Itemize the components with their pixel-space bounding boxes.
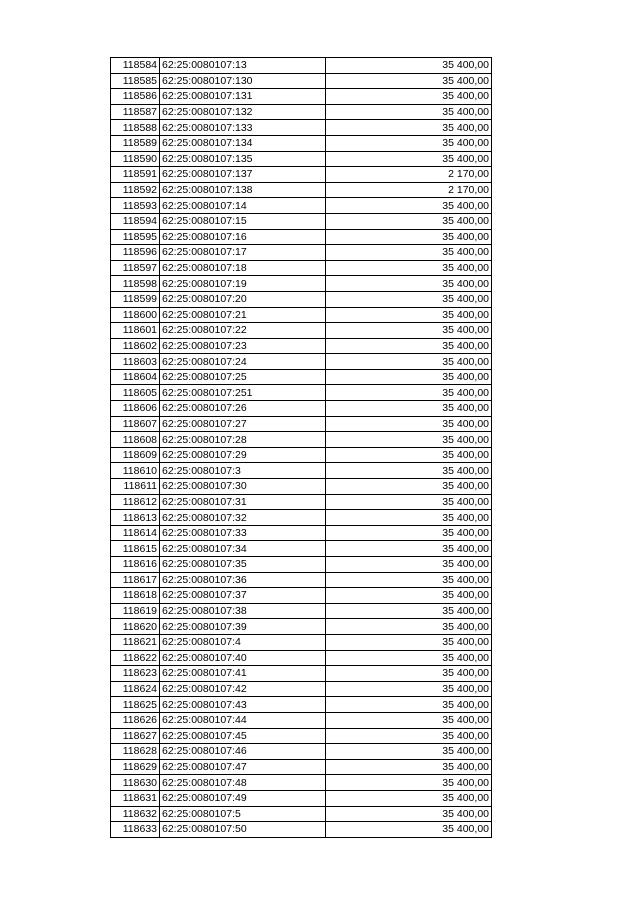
cadastral-value: 35 400,00 [326,681,492,697]
row-number: 118584 [111,58,160,74]
cadastral-value: 35 400,00 [326,619,492,635]
table-row [111,135,492,151]
table-row [111,759,492,775]
row-number: 118613 [111,510,160,526]
row-number: 118619 [111,603,160,619]
row-number: 118587 [111,104,160,120]
row-number: 118625 [111,697,160,713]
row-number: 118606 [111,401,160,417]
table-row [111,89,492,105]
row-number: 118620 [111,619,160,635]
table-row [111,806,492,822]
cadastral-value: 35 400,00 [326,510,492,526]
row-number: 118608 [111,432,160,448]
cadastral-value: 35 400,00 [326,697,492,713]
table-row [111,307,492,323]
cadastral-value: 35 400,00 [326,634,492,650]
cadastral-value: 35 400,00 [326,338,492,354]
cadastral-value: 35 400,00 [326,822,492,838]
table-row [111,619,492,635]
row-number: 118633 [111,822,160,838]
cadastral-value: 35 400,00 [326,557,492,573]
cadastral-number: 62:25:0080107:41 [160,666,326,682]
row-number: 118591 [111,167,160,183]
row-number: 118600 [111,307,160,323]
cadastral-number: 62:25:0080107:30 [160,479,326,495]
table-body [111,58,492,838]
cadastral-number: 62:25:0080107:130 [160,73,326,89]
row-number: 118611 [111,479,160,495]
row-number: 118602 [111,338,160,354]
row-number: 118617 [111,572,160,588]
table-row [111,557,492,573]
row-number: 118628 [111,744,160,760]
row-number: 118601 [111,323,160,339]
cadastral-value: 35 400,00 [326,572,492,588]
cadastral-value: 35 400,00 [326,712,492,728]
row-number: 118590 [111,151,160,167]
cadastral-value: 35 400,00 [326,89,492,105]
row-number: 118629 [111,759,160,775]
row-number: 118586 [111,89,160,105]
table-row [111,291,492,307]
table-row [111,245,492,261]
cadastral-value: 35 400,00 [326,728,492,744]
cadastral-number: 62:25:0080107:43 [160,697,326,713]
row-number: 118622 [111,650,160,666]
table-row [111,697,492,713]
table-row [111,744,492,760]
table-row [111,447,492,463]
row-number: 118604 [111,369,160,385]
cadastral-value: 35 400,00 [326,541,492,557]
cadastral-number: 62:25:0080107:134 [160,135,326,151]
table-row [111,260,492,276]
cadastral-number: 62:25:0080107:35 [160,557,326,573]
cadastral-number: 62:25:0080107:19 [160,276,326,292]
cadastral-value: 35 400,00 [326,260,492,276]
cadastral-value: 35 400,00 [326,650,492,666]
row-number: 118595 [111,229,160,245]
cadastral-number: 62:25:0080107:50 [160,822,326,838]
table-row [111,432,492,448]
cadastral-number: 62:25:0080107:20 [160,291,326,307]
cadastral-value: 35 400,00 [326,135,492,151]
table-row [111,728,492,744]
table-row [111,73,492,89]
row-number: 118592 [111,182,160,198]
cadastral-value: 35 400,00 [326,354,492,370]
cadastral-value: 35 400,00 [326,276,492,292]
row-number: 118609 [111,447,160,463]
cadastral-value: 35 400,00 [326,790,492,806]
table-row [111,541,492,557]
table-row [111,104,492,120]
row-number: 118627 [111,728,160,744]
table-row [111,369,492,385]
row-number: 118626 [111,712,160,728]
table-row [111,603,492,619]
row-number: 118607 [111,416,160,432]
cadastral-number: 62:25:0080107:22 [160,323,326,339]
cadastral-value: 2 170,00 [326,182,492,198]
cadastral-number: 62:25:0080107:31 [160,494,326,510]
table-row [111,479,492,495]
cadastral-number: 62:25:0080107:17 [160,245,326,261]
cadastral-value: 2 170,00 [326,167,492,183]
cadastral-number: 62:25:0080107:15 [160,213,326,229]
table-row [111,712,492,728]
cadastral-value: 35 400,00 [326,307,492,323]
cadastral-value: 35 400,00 [326,806,492,822]
cadastral-value: 35 400,00 [326,73,492,89]
table-row [111,510,492,526]
cadastral-value: 35 400,00 [326,463,492,479]
row-number: 118599 [111,291,160,307]
cadastral-number: 62:25:0080107:39 [160,619,326,635]
cadastral-number: 62:25:0080107:133 [160,120,326,136]
table-row [111,666,492,682]
row-number: 118594 [111,213,160,229]
cadastral-value: 35 400,00 [326,213,492,229]
cadastral-value: 35 400,00 [326,525,492,541]
cadastral-number: 62:25:0080107:5 [160,806,326,822]
cadastral-value: 35 400,00 [326,104,492,120]
table-row [111,681,492,697]
cadastral-value: 35 400,00 [326,120,492,136]
cadastral-number: 62:25:0080107:16 [160,229,326,245]
cadastral-value: 35 400,00 [326,432,492,448]
cadastral-value: 35 400,00 [326,323,492,339]
table-row [111,650,492,666]
table-row [111,198,492,214]
cadastral-value: 35 400,00 [326,229,492,245]
cadastral-value: 35 400,00 [326,588,492,604]
cadastral-number: 62:25:0080107:33 [160,525,326,541]
cadastral-number: 62:25:0080107:36 [160,572,326,588]
table-row [111,354,492,370]
table-row [111,385,492,401]
cadastral-value: 35 400,00 [326,479,492,495]
cadastral-value: 35 400,00 [326,416,492,432]
cadastral-number: 62:25:0080107:26 [160,401,326,417]
cadastral-value: 35 400,00 [326,369,492,385]
row-number: 118621 [111,634,160,650]
table-row [111,494,492,510]
cadastral-number: 62:25:0080107:45 [160,728,326,744]
row-number: 118593 [111,198,160,214]
cadastral-number: 62:25:0080107:37 [160,588,326,604]
cadastral-value: 35 400,00 [326,58,492,74]
row-number: 118618 [111,588,160,604]
cadastral-value: 35 400,00 [326,603,492,619]
row-number: 118598 [111,276,160,292]
row-number: 118589 [111,135,160,151]
cadastral-value: 35 400,00 [326,447,492,463]
row-number: 118632 [111,806,160,822]
cadastral-number: 62:25:0080107:32 [160,510,326,526]
cadastral-number: 62:25:0080107:48 [160,775,326,791]
row-number: 118623 [111,666,160,682]
cadastral-value: 35 400,00 [326,151,492,167]
table-row [111,276,492,292]
cadastral-number: 62:25:0080107:25 [160,369,326,385]
table-row [111,525,492,541]
cadastral-value: 35 400,00 [326,401,492,417]
cadastral-value: 35 400,00 [326,666,492,682]
row-number: 118624 [111,681,160,697]
table-row [111,634,492,650]
cadastral-value: 35 400,00 [326,775,492,791]
cadastral-value: 35 400,00 [326,494,492,510]
cadastral-value: 35 400,00 [326,245,492,261]
row-number: 118597 [111,260,160,276]
row-number: 118615 [111,541,160,557]
cadastral-number: 62:25:0080107:131 [160,89,326,105]
cadastral-number: 62:25:0080107:40 [160,650,326,666]
cadastral-number: 62:25:0080107:47 [160,759,326,775]
cadastral-number: 62:25:0080107:135 [160,151,326,167]
table-row [111,151,492,167]
cadastral-number: 62:25:0080107:21 [160,307,326,323]
table-row [111,572,492,588]
cadastral-number: 62:25:0080107:13 [160,58,326,74]
row-number: 118588 [111,120,160,136]
table-row [111,323,492,339]
row-number: 118605 [111,385,160,401]
table-row [111,182,492,198]
table-row [111,213,492,229]
row-number: 118614 [111,525,160,541]
row-number: 118610 [111,463,160,479]
table-row [111,775,492,791]
cadastral-number: 62:25:0080107:34 [160,541,326,557]
table-row [111,463,492,479]
table-row [111,416,492,432]
cadastral-number: 62:25:0080107:49 [160,790,326,806]
cadastral-value: 35 400,00 [326,198,492,214]
cadastral-number: 62:25:0080107:23 [160,338,326,354]
cadastral-number: 62:25:0080107:38 [160,603,326,619]
cadastral-number: 62:25:0080107:138 [160,182,326,198]
table-row [111,822,492,838]
cadastral-number: 62:25:0080107:46 [160,744,326,760]
cadastral-number: 62:25:0080107:24 [160,354,326,370]
table-row [111,167,492,183]
cadastral-value: 35 400,00 [326,385,492,401]
table-row [111,790,492,806]
table-row [111,338,492,354]
row-number: 118616 [111,557,160,573]
cadastral-number: 62:25:0080107:18 [160,260,326,276]
cadastral-value: 35 400,00 [326,744,492,760]
table-row [111,229,492,245]
cadastral-number: 62:25:0080107:28 [160,432,326,448]
cadastral-value: 35 400,00 [326,291,492,307]
row-number: 118585 [111,73,160,89]
cadastral-number: 62:25:0080107:3 [160,463,326,479]
cadastral-number: 62:25:0080107:44 [160,712,326,728]
row-number: 118612 [111,494,160,510]
cadastral-value: 35 400,00 [326,759,492,775]
table-row [111,401,492,417]
row-number: 118631 [111,790,160,806]
cadastral-number: 62:25:0080107:251 [160,385,326,401]
cadastral-number: 62:25:0080107:42 [160,681,326,697]
table-row [111,120,492,136]
cadastral-number: 62:25:0080107:132 [160,104,326,120]
cadastral-number: 62:25:0080107:137 [160,167,326,183]
cadastral-number: 62:25:0080107:29 [160,447,326,463]
row-number: 118603 [111,354,160,370]
cadastral-value-table [110,57,492,838]
table-row [111,58,492,74]
cadastral-number: 62:25:0080107:4 [160,634,326,650]
row-number: 118630 [111,775,160,791]
cadastral-number: 62:25:0080107:27 [160,416,326,432]
cadastral-number: 62:25:0080107:14 [160,198,326,214]
row-number: 118596 [111,245,160,261]
table-row [111,588,492,604]
